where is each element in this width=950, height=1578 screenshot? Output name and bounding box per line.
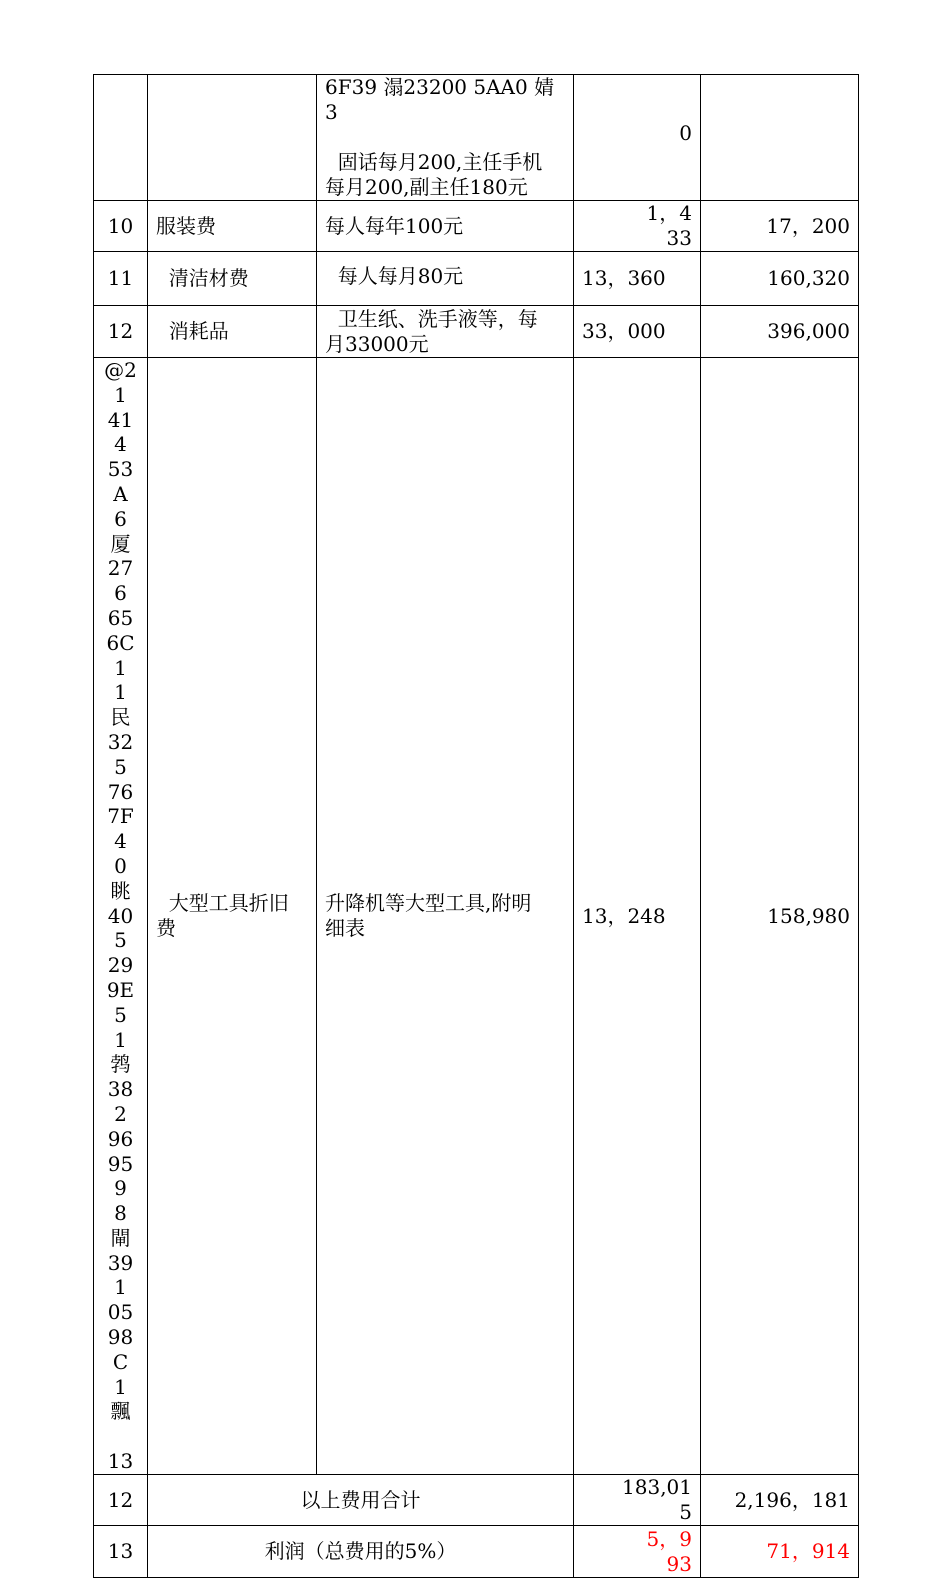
value-line: 33 — [666, 226, 692, 250]
table-row — [94, 358, 859, 1475]
row-number-line: 8 — [114, 1201, 127, 1226]
summary-row — [94, 1475, 859, 1526]
summary-label-cell: 利润（总费用的5%） — [148, 1526, 574, 1578]
value-line: 183,01 — [622, 1475, 692, 1500]
row-number-line: 鹁 — [110, 1052, 131, 1077]
row-number-cell: 13 — [94, 1526, 148, 1578]
row-number-cell: 12 — [94, 306, 148, 358]
value-line: 5，9 — [646, 1526, 692, 1551]
monthly-cost-cell — [574, 1526, 701, 1578]
yearly-cost-cell — [701, 75, 859, 201]
row-number-line: 391 — [107, 1250, 134, 1300]
item-name-cell: 服装费 — [148, 201, 317, 252]
yearly-cost-cell: 160,320 — [701, 252, 859, 306]
row-number-line: 13 — [107, 1449, 134, 1474]
row-number-line: 厦 — [110, 531, 131, 556]
desc-line: 固话每月200,主任手机 — [325, 150, 543, 174]
row-number-line: 53A — [107, 457, 134, 506]
row-number-line: 1 — [114, 1374, 127, 1399]
item-desc-cell — [317, 358, 574, 1475]
table-row — [94, 252, 859, 306]
yearly-cost-cell: 158,980 — [701, 358, 859, 1475]
yearly-cost-cell: 2,196，181 — [701, 1475, 859, 1526]
row-number-line: 382 — [107, 1077, 134, 1126]
row-number-line: 05 — [107, 1300, 134, 1325]
row-number-line: 民 — [110, 705, 131, 730]
item-desc-cell — [317, 306, 574, 358]
value-line: 1，4 — [646, 201, 692, 225]
desc-line: 细表 — [325, 916, 365, 941]
desc-line: 3 — [325, 100, 338, 124]
monthly-cost-cell: 33，000 — [574, 306, 701, 358]
monthly-cost-cell — [574, 1475, 701, 1526]
row-number-line: 7F4 — [107, 804, 134, 854]
summary-row — [94, 1526, 859, 1578]
row-number-line: 414 — [107, 407, 134, 457]
name-line: 费 — [156, 916, 176, 941]
monthly-cost-cell: 0 — [574, 75, 701, 201]
item-name-cell: 消耗品 — [148, 306, 317, 358]
desc-line: 月33000元 — [325, 331, 429, 356]
row-number-line: 眺 — [110, 878, 131, 903]
monthly-cost-cell: 13，248 — [574, 358, 701, 1475]
row-number-line: 1 — [114, 1027, 127, 1052]
row-number-line: 405 — [107, 903, 134, 953]
row-number-line: 飄 — [110, 1399, 131, 1424]
row-number-line: 29 — [107, 953, 134, 978]
row-number-cell: 12 — [94, 1475, 148, 1526]
yearly-cost-cell: 396,000 — [701, 306, 859, 358]
desc-line: 6F39 溻23200 5AA0 婧 — [325, 75, 555, 99]
row-number-cell — [94, 75, 148, 201]
row-number-line: 65 — [107, 605, 134, 630]
monthly-cost-cell — [574, 201, 701, 252]
row-number-line — [102, 1424, 139, 1449]
item-desc-cell: 每人每月80元 — [317, 252, 574, 306]
row-number-line: 76 — [107, 779, 134, 804]
desc-line: 每月200,副主任180元 — [325, 175, 528, 199]
row-number-line: @21 — [104, 358, 137, 407]
item-name-cell — [148, 75, 317, 201]
row-number-line: 96 — [107, 1126, 134, 1151]
table-row — [94, 201, 859, 252]
desc-line: 卫生纸、洗手液等，每 — [325, 306, 538, 331]
name-line: 大型工具折旧 — [156, 891, 289, 916]
row-number-line: 閘 — [110, 1225, 131, 1250]
row-number-line: 276 — [107, 556, 134, 606]
monthly-cost-cell: 13，360 — [574, 252, 701, 306]
row-number-line: 959 — [107, 1151, 134, 1201]
row-number-cell: 11 — [94, 252, 148, 306]
row-number-cell: 10 — [94, 201, 148, 252]
row-number-line: 9E5 — [106, 977, 135, 1027]
value-line: 5 — [679, 1500, 692, 1525]
item-name-cell — [148, 358, 317, 1475]
table-row — [94, 75, 859, 201]
cost-table — [93, 74, 859, 1578]
yearly-cost-cell: 17，200 — [701, 201, 859, 252]
yearly-cost-cell: 71，914 — [701, 1526, 859, 1578]
item-desc-cell: 每人每年100元 — [317, 201, 574, 252]
row-number-line: 1 — [114, 680, 127, 705]
row-number-line: 6 — [114, 506, 127, 531]
row-number-line: 6C1 — [106, 630, 135, 680]
item-name-cell: 清洁材费 — [148, 252, 317, 306]
row-number-cell — [94, 358, 148, 1475]
summary-label-cell: 以上费用合计 — [148, 1475, 574, 1526]
value-line: 93 — [666, 1551, 692, 1576]
row-number-line: 98C — [107, 1325, 134, 1374]
desc-line: 升降机等大型工具,附明 — [325, 891, 532, 916]
item-desc-cell — [317, 75, 574, 201]
row-number-line: 325 — [107, 729, 134, 779]
row-number-line: 0 — [114, 853, 127, 878]
desc-line — [325, 125, 565, 150]
table-row — [94, 306, 859, 358]
